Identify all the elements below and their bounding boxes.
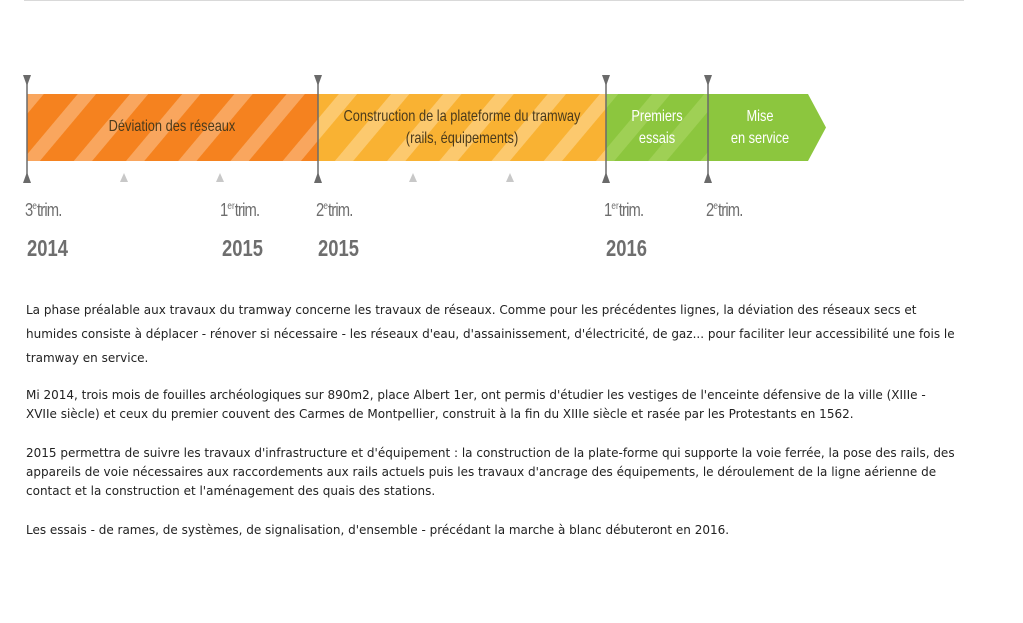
period-sup: e — [323, 201, 328, 212]
timeline-graphic — [0, 0, 1023, 280]
period-sup: er — [227, 201, 235, 212]
phase-label-line: (rails, équipements) — [405, 130, 519, 147]
period-num: 3 — [25, 200, 33, 220]
period-sup: er — [611, 201, 619, 212]
phase-label-plateforme — [342, 106, 582, 150]
period-label-2e-trim — [706, 200, 743, 221]
year-label: 2016 — [606, 235, 647, 261]
period-word: trim. — [234, 200, 260, 220]
period-num: 2 — [316, 200, 324, 220]
phase-label-essais — [617, 106, 697, 150]
phase-label-line: Mise — [746, 108, 774, 125]
period-word: trim. — [618, 200, 644, 220]
period-word: trim. — [327, 200, 353, 220]
minor-tick — [120, 173, 128, 182]
article-paragraph: Les essais - de rames, de systèmes, de signalisation, d'ensemble - précédant la marche à blanc débuteront en 2016. — [26, 523, 730, 537]
period-label-2e-trim — [316, 200, 353, 221]
article-paragraph: La phase préalable aux travaux du tramway concerne les travaux de réseaux. Comme pour les précédentes lignes, la déviation des réseaux secs et humides consiste à déplacer - rénover si nécessaire - les réseaux d'eau, d'assainissement, d'électricité, de gaz... pour faciliter leur accessibilité une fois le tramway en service. — [26, 303, 955, 365]
phase-label-line: Premiers — [631, 108, 683, 125]
article-body — [26, 298, 956, 560]
period-word: trim. — [717, 200, 743, 220]
phase-label-line: essais — [638, 130, 676, 147]
period-label-3e-trim — [25, 200, 62, 221]
year-label: 2014 — [27, 235, 68, 261]
year-label: 2015 — [222, 235, 263, 261]
period-sup: e — [713, 201, 718, 212]
period-num: 2 — [706, 200, 714, 220]
phase-label-line: Construction de la plateforme du tramway — [343, 108, 581, 125]
period-word: trim. — [36, 200, 62, 220]
phase-label-line: en service — [730, 130, 790, 147]
article-paragraph: 2015 permettra de suivre les travaux d'infrastructure et d'équipement : la construction de la plate-forme qui supporte la voie ferrée, la pose des rails, des appareils de voie nécessaires aux raccordements aux rails actuels puis les travaux d'ancrage des équipements, le déroulement de la ligne aérienne de contact et la construction et l'aménagement des quais des stations. — [26, 446, 955, 498]
phase-label-reseaux — [92, 116, 252, 138]
period-num: 1 — [220, 200, 228, 220]
minor-tick — [506, 173, 514, 182]
phase-label-mise-en-service — [719, 106, 801, 150]
minor-tick — [216, 173, 224, 182]
period-label-1er-trim — [220, 200, 259, 221]
year-label: 2015 — [318, 235, 359, 261]
article-paragraph: Mi 2014, trois mois de fouilles archéologiques sur 890m2, place Albert 1er, ont permis d'étudier les vestiges de l'enceinte défensive de la ville (XIIIe - XVIIe siècle) et ceux du premier couvent des Carmes de Montpellier, construit à la fin du XIIIe siècle et rasée par les Protestants en 1562. — [26, 388, 926, 421]
minor-tick — [409, 173, 417, 182]
phase-label-line: Déviation des réseaux — [108, 118, 236, 135]
period-label-1er-trim — [604, 200, 643, 221]
period-sup: e — [32, 201, 37, 212]
period-num: 1 — [604, 200, 612, 220]
